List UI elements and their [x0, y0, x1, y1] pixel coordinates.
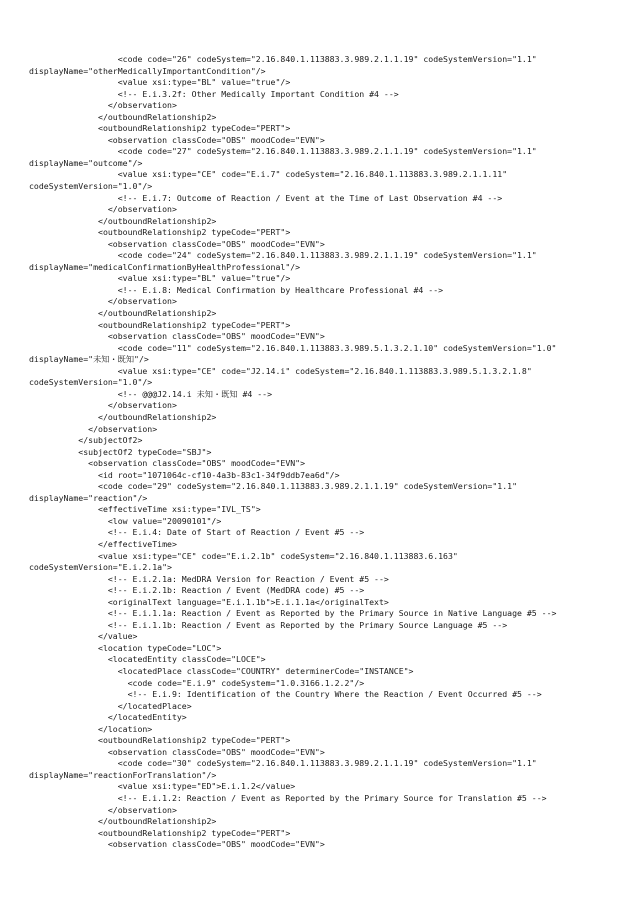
code-line: displayName="otherMedicallyImportantCondition"/> [29, 65, 266, 76]
code-line: <!-- E.i.1.1b: Reaction / Event as Reported by the Primary Source Language #5 --> [29, 619, 508, 630]
code-line: displayName="medicalConfirmationByHealthProfessional"/> [29, 261, 301, 272]
code-line: <value xsi:type="CE" code="J2.14.i" codeSystem="2.16.840.1.113883.3.989.5.1.3.2.1.8" [29, 365, 532, 376]
code-line: </outboundRelationship2> [29, 816, 217, 827]
code-line: </observation> [29, 204, 177, 215]
code-line: codeSystemVersion="E.i.2.1a"> [29, 562, 172, 573]
code-line: <code code="30" codeSystem="2.16.840.1.113883.3.989.2.1.1.19" codeSystemVersion="1.1" [29, 758, 537, 769]
code-line: <code code="24" codeSystem="2.16.840.1.113883.3.989.2.1.1.19" codeSystemVersion="1.1" [29, 250, 537, 261]
code-line: </observation> [29, 400, 177, 411]
code-line: <effectiveTime xsi:type="IVL_TS"> [29, 504, 261, 515]
code-line: <value xsi:type="BL" value="true"/> [29, 77, 291, 88]
code-line: </outboundRelationship2> [29, 111, 217, 122]
code-line: <low value="20090101"/> [29, 515, 222, 526]
code-line: <!-- E.i.8: Medical Confirmation by Healthcare Professional #4 --> [29, 284, 444, 295]
code-line: displayName="reaction"/> [29, 492, 148, 503]
code-line: <!-- E.i.4: Date of Start of Reaction / Event #5 --> [29, 527, 365, 538]
code-line: displayName="outcome"/> [29, 157, 143, 168]
code-line: </observation> [29, 423, 158, 434]
code-line: <observation classCode="OBS" moodCode="EVN"> [29, 331, 325, 342]
code-line: </observation> [29, 804, 177, 815]
code-line: codeSystemVersion="1.0"/> [29, 377, 153, 388]
code-line: <id root="1071064c-cf10-4a3b-83c1-34f9ddb7ea6d"/> [29, 469, 340, 480]
code-line: </outboundRelationship2> [29, 308, 217, 319]
code-line: </value> [29, 631, 138, 642]
code-line: </locatedPlace> [29, 700, 192, 711]
code-line: <location typeCode="LOC"> [29, 642, 222, 653]
code-line: <outboundRelationship2 typeCode="PERT"> [29, 123, 291, 134]
code-line: <observation classCode="OBS" moodCode="EVN"> [29, 746, 325, 757]
code-line: <!-- E.i.1.2: Reaction / Event as Reported by the Primary Source for Translation #5 --> [29, 793, 547, 803]
code-line: <value xsi:type="ED">E.i.1.2</value> [29, 781, 296, 792]
code-line: <observation classCode="OBS" moodCode="EVN"> [29, 839, 325, 850]
code-line: <outboundRelationship2 typeCode="PERT"> [29, 227, 291, 238]
code-line: <!-- E.i.9: Identification of the Country Where the Reaction / Event Occurred #5 --> [29, 689, 542, 700]
code-line: <originalText language="E.i.1.1b">E.i.1.1a</originalText> [29, 596, 389, 607]
code-line: <subjectOf2 typeCode="SBJ"> [29, 446, 212, 457]
code-line: displayName="reactionForTranslation"/> [29, 769, 217, 780]
code-line: <value xsi:type="CE" code="E.i.2.1b" codeSystem="2.16.840.1.113883.6.163" [29, 550, 458, 561]
code-line: </effectiveTime> [29, 538, 177, 549]
code-line: <observation classCode="OBS" moodCode="EVN"> [29, 134, 325, 145]
code-line: <!-- E.i.2.1b: Reaction / Event (MedDRA code) #5 --> [29, 585, 365, 596]
code-line: <locatedPlace classCode="COUNTRY" determinerCode="INSTANCE"> [29, 665, 414, 676]
code-line: <code code="E.i.9" codeSystem="1.0.3166.1.2.2"/> [29, 677, 365, 688]
code-line: <observation classCode="OBS" moodCode="EVN"> [29, 458, 306, 469]
code-line: codeSystemVersion="1.0"/> [29, 181, 153, 192]
code-line: displayName="未知・既知"/> [29, 354, 149, 365]
code-line: </locatedEntity> [29, 712, 187, 723]
code-line: <!-- E.i.3.2f: Other Medically Important Condition #4 --> [29, 88, 399, 99]
code-line: </observation> [29, 296, 177, 307]
code-line: <locatedEntity classCode="LOCE"> [29, 654, 266, 665]
code-line: <value xsi:type="BL" value="true"/> [29, 273, 291, 284]
code-line: <!-- E.i.1.1a: Reaction / Event as Reported by the Primary Source in Native Language #5 --> [29, 608, 557, 619]
code-line: <outboundRelationship2 typeCode="PERT"> [29, 735, 291, 746]
xml-code-listing [29, 54, 624, 851]
code-line: <!-- E.i.7: Outcome of Reaction / Event at the Time of Last Observation #4 --> [29, 192, 503, 203]
code-line: <code code="11" codeSystem="2.16.840.1.113883.3.989.5.1.3.2.1.10" codeSystemVersion="1.0" [29, 342, 557, 353]
code-line: <code code="29" codeSystem="2.16.840.1.113883.3.989.2.1.1.19" codeSystemVersion="1.1" [29, 481, 517, 492]
code-line: <observation classCode="OBS" moodCode="EVN"> [29, 238, 325, 249]
code-line: <!-- @@@J2.14.i 未知・既知 #4 --> [29, 388, 273, 399]
code-line: <outboundRelationship2 typeCode="PERT"> [29, 319, 291, 330]
code-line: </observation> [29, 100, 177, 111]
code-line: </outboundRelationship2> [29, 411, 217, 422]
code-line: <!-- E.i.2.1a: MedDRA Version for Reaction / Event #5 --> [29, 573, 389, 584]
code-line: <outboundRelationship2 typeCode="PERT"> [29, 827, 291, 838]
code-line: </location> [29, 723, 153, 734]
code-line: <value xsi:type="CE" code="E.i.7" codeSystem="2.16.840.1.113883.3.989.2.1.1.11" [29, 169, 508, 180]
code-line: </outboundRelationship2> [29, 215, 217, 226]
code-line: <code code="27" codeSystem="2.16.840.1.113883.3.989.2.1.1.19" codeSystemVersion="1.1" [29, 146, 537, 157]
code-line: <code code="26" codeSystem="2.16.840.1.113883.3.989.2.1.1.19" codeSystemVersion="1.1" [29, 54, 537, 64]
code-line: </subjectOf2> [29, 435, 143, 446]
